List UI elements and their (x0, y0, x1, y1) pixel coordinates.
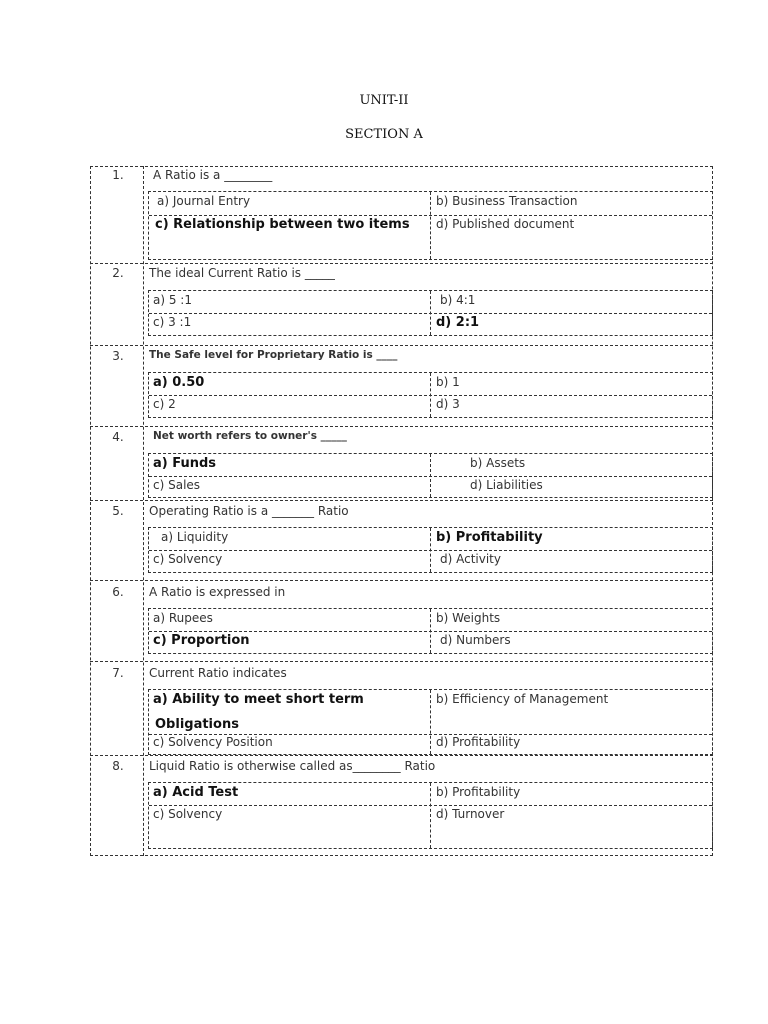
options-table (148, 608, 713, 654)
row-separator (90, 426, 713, 427)
option-b: b) Assets (470, 456, 526, 470)
question-text: Liquid Ratio is otherwise called as________ Ratio (149, 759, 436, 773)
options-table (148, 191, 713, 260)
question-number: 6. (112, 585, 124, 599)
question-number: 5. (112, 504, 124, 518)
option-d: d) Turnover (436, 807, 505, 821)
option-d: d) Numbers (440, 633, 511, 647)
options-table (148, 453, 713, 498)
row-separator (90, 755, 713, 756)
option-c: c) Sales (153, 478, 201, 492)
option-b: b) Efficiency of Management (436, 692, 609, 706)
option-a: a) Journal Entry (157, 194, 251, 208)
question-text: The Safe level for Proprietary Ratio is ____ (149, 349, 398, 361)
question-number: 3. (112, 349, 124, 363)
option-a: a) Acid Test (153, 785, 239, 800)
option-d: d) Profitability (436, 735, 521, 749)
row-separator (90, 661, 713, 662)
options-table (148, 689, 713, 755)
option-c: c) Solvency (153, 807, 223, 821)
option-a: a) Funds (153, 456, 217, 471)
row-separator (90, 263, 713, 264)
question-text: Current Ratio indicates (149, 666, 287, 680)
question-text: A Ratio is a ________ (153, 168, 273, 182)
question-text: Operating Ratio is a _______ Ratio (149, 504, 349, 518)
option-b: b) Weights (436, 611, 501, 625)
option-a-line1: a) Ability to meet short term (153, 692, 364, 707)
option-b: b) Business Transaction (436, 194, 578, 208)
options-table (148, 290, 713, 336)
option-d: d) Published document (436, 217, 575, 231)
option-a: a) Liquidity (161, 530, 229, 544)
options-table (148, 782, 713, 849)
option-b: b) Profitability (436, 530, 543, 545)
question-text: A Ratio is expressed in (149, 585, 286, 599)
option-d: d) Liabilities (470, 478, 543, 492)
option-d: d) 2:1 (436, 315, 480, 330)
option-c: c) Proportion (153, 633, 250, 648)
number-column-divider (143, 166, 144, 856)
option-a: a) Rupees (153, 611, 213, 625)
options-table (148, 527, 713, 573)
question-number: 7. (112, 666, 124, 680)
option-d: d) 3 (436, 397, 460, 411)
section-title: SECTION A (345, 127, 423, 142)
option-a-line2: Obligations (155, 717, 239, 732)
option-c: c) Relationship between two items (155, 217, 410, 232)
row-separator (90, 345, 713, 346)
option-b: b) Profitability (436, 785, 521, 799)
options-table (148, 372, 713, 418)
question-text: The ideal Current Ratio is _____ (149, 266, 335, 280)
option-a: a) 5 :1 (153, 293, 192, 307)
row-separator (90, 500, 713, 501)
option-b: b) 4:1 (440, 293, 476, 307)
question-text: Net worth refers to owner's _____ (153, 430, 347, 442)
question-number: 8. (112, 759, 124, 773)
question-number: 2. (112, 266, 124, 280)
option-b: b) 1 (436, 375, 460, 389)
question-number: 1. (112, 168, 124, 182)
option-c: c) Solvency (153, 552, 223, 566)
option-d: d) Activity (440, 552, 501, 566)
unit-title: UNIT-II (359, 93, 409, 108)
option-c: c) 3 :1 (153, 315, 192, 329)
option-c: c) 2 (153, 397, 176, 411)
row-separator (90, 580, 713, 581)
question-number: 4. (112, 430, 124, 444)
option-a: a) 0.50 (153, 375, 205, 390)
option-c: c) Solvency Position (153, 735, 273, 749)
